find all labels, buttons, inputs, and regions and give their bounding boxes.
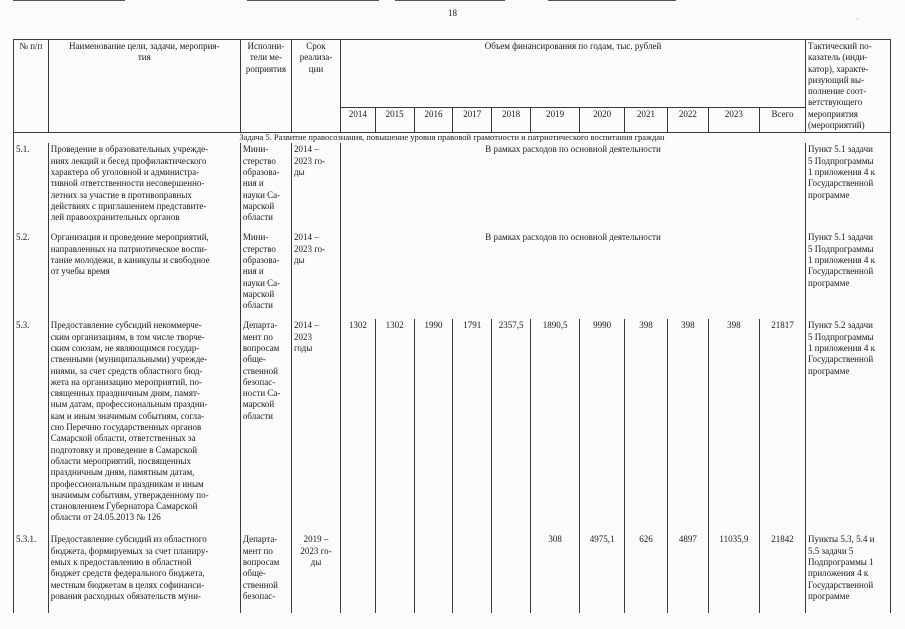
value-cell: 1302 [341, 319, 376, 533]
value-cell [375, 533, 414, 613]
value-cell: 11035,9 [708, 533, 759, 613]
value-cell: 4975,1 [580, 533, 625, 613]
row-indicator: Пункт 5.2 задачи 5 Подпрограммы 1 приложения 4 к Государственной программе [806, 319, 891, 533]
col-volume-header: Объем финансирования по годам, тыс. рублей [341, 40, 806, 108]
year-cell: 2016 [414, 108, 453, 133]
value-cell: 1302 [375, 319, 414, 533]
row-number: 5.1. [14, 143, 49, 231]
value-cell-total: 21817 [759, 319, 805, 533]
row-description: Проведение в образовательных учрежде- ниях лекций и бесед профилактического характера об уголовной и администра- тивной ответственности несовершенно- летних за участие в противоправных действиях с приглашением представите- лей правоохранительных органов [48, 143, 240, 231]
top-rule [247, 0, 379, 1]
value-cell [492, 533, 531, 613]
col-term-header: Срок реализа- ции [291, 40, 340, 133]
row-executor: Департа- мент по вопросам обще- ственной безопас- ности Са- марской области [240, 319, 291, 533]
col-number-header: № п/п [14, 40, 49, 133]
year-cell: 2022 [667, 108, 708, 133]
top-rule [548, 0, 676, 1]
row-term: 2014 – 2023 го- ды [291, 231, 340, 319]
col-indicator-header: Тактический по- казатель (инди- катор), характе- ризующий вы- полнение соот- ветствующего мероприятия (мероприятий) [806, 40, 891, 133]
table-row [14, 319, 891, 533]
table-row [14, 533, 891, 613]
value-cell: 398 [625, 319, 668, 533]
row-number: 5.3. [14, 319, 49, 533]
year-cell-total: Всего [759, 108, 805, 133]
year-cell: 2018 [492, 108, 531, 133]
row-term: 2014 – 2023 годы [291, 319, 340, 533]
value-cell: 4897 [667, 533, 708, 613]
value-cell-total: 21842 [759, 533, 805, 613]
value-cell: 2357,5 [492, 319, 531, 533]
year-cell: 2017 [453, 108, 492, 133]
row-indicator: Пункты 5.3, 5.4 и 5.5 задачи 5 Подпрограммы 1 приложения 4 к Государственной программе [806, 533, 891, 613]
row-term: 2019 – 2023 го- ды [291, 533, 340, 613]
task-title: Задача 5. Развитие правосознания, повышение уровня правовой грамотности и патриотического воспитания граждан [14, 133, 891, 144]
row-term: 2014 – 2023 го- ды [291, 143, 340, 231]
col-executor-header: Исполни- тели ме- роприятия [240, 40, 291, 133]
value-cell [341, 533, 376, 613]
page-number: 18 [448, 8, 457, 18]
task-row [14, 133, 891, 144]
value-cell: 1890,5 [531, 319, 580, 533]
top-rule [13, 0, 125, 1]
year-cell: 2020 [580, 108, 625, 133]
scan-dot: · [856, 15, 859, 24]
value-cell: 9990 [580, 319, 625, 533]
year-cell: 2014 [341, 108, 376, 133]
financing-table [13, 39, 891, 613]
value-cell: 308 [531, 533, 580, 613]
row-executor: Мини- стерство образова- ния и науки Са- марской области [240, 143, 291, 231]
row-indicator: Пункт 5.1 задачи 5 Подпрограммы 1 приложения 4 к Государственной программе [806, 231, 891, 319]
value-cell: 1791 [453, 319, 492, 533]
header-row [14, 40, 891, 108]
table-row [14, 143, 891, 231]
row-description: Предоставление субсидий из областного бюджета, формируемых за счет планиру- емых к предоставлению в областной бюджет средств федерального бюджета, местным бюджетам в целях софинанси- рования расходных обязательств муни- [48, 533, 240, 613]
year-cell: 2015 [375, 108, 414, 133]
value-cell: 1990 [414, 319, 453, 533]
row-number: 5.2. [14, 231, 49, 319]
row-note: В рамках расходов по основной деятельности [341, 231, 806, 319]
top-rule [395, 0, 505, 1]
row-executor: Мини- стерство образова- ния и науки Са- марской области [240, 231, 291, 319]
col-name-header: Наименование цели, задачи, мероприя- тия [48, 40, 240, 133]
value-cell [453, 533, 492, 613]
year-cell: 2019 [531, 108, 580, 133]
table-row [14, 231, 891, 319]
year-cell: 2021 [625, 108, 668, 133]
row-description: Предоставление субсидий некоммерче- ским организациям, в том числе творче- ским союзам, не являющимся государ- ственными (муниципальными) учрежде- ниями, за счет средств областного бюд- жета на организацию мероприятий, по- священных праздничным дням, памят- ным датам, профессиональным праздни- кам и иным значимым событиям, согла- сно Перечню государственных органов Самарской области, ответственных за подготовку и проведение в Самарской области мероприятий, посвященных праздничным дням, памятным датам, профессиональным праздникам и иным значимым событиям, утвержденному по- становлением Губернатора Самарской области от 24.05.2013 № 126 [48, 319, 240, 533]
row-number: 5.3.1. [14, 533, 49, 613]
value-cell: 626 [625, 533, 668, 613]
value-cell: 398 [667, 319, 708, 533]
row-executor: Департа- мент по вопросам обще- ственной безопас- [240, 533, 291, 613]
row-indicator: Пункт 5.1 задачи 5 Подпрограммы 1 приложения 4 к Государственной программе [806, 143, 891, 231]
row-note: В рамках расходов по основной деятельности [341, 143, 806, 231]
row-description: Организация и проведение мероприятий, направленных на патриотическое воспи- тание молодежи, в каникулы и свободное от учебы время [48, 231, 240, 319]
value-cell [414, 533, 453, 613]
year-cell: 2023 [708, 108, 759, 133]
value-cell: 398 [708, 319, 759, 533]
